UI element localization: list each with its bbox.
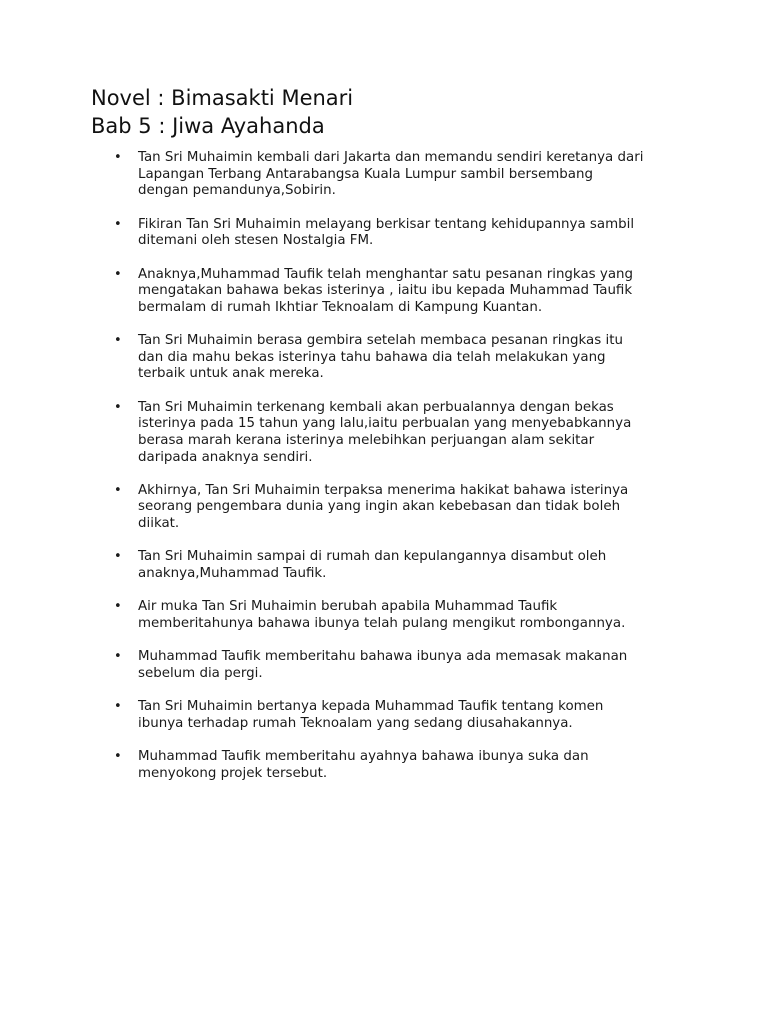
document-title-block [91,84,711,140]
bullet-item [0,699,768,732]
bullet-dot-icon: • [114,649,122,665]
bullet-item [0,333,768,383]
bullet-text-line: bermalam di rumah Ikhtiar Teknoalam di Kampung Kuantan. [138,299,543,315]
bullet-text [138,217,708,250]
bullet-text-line: Fikiran Tan Sri Muhaimin melayang berkisar tentang kehidupannya sambil [138,216,635,232]
bullet-text-line: sebelum dia pergi. [138,666,263,682]
bullet-text-line: anaknya,Muhammad Taufik. [138,566,327,582]
bullet-text [138,150,708,200]
bullet-text-line: Tan Sri Muhaimin kembali dari Jakarta dan memandu sendiri keretanya dari [138,150,644,165]
novel-title: Novel : Bimasakti Menari [91,86,354,110]
bullet-text-line: seorang pengembara dunia yang ingin akan kebebasan dan tidak boleh [138,499,621,515]
bullet-text [138,649,708,682]
bullet-text [138,483,708,533]
bullet-text-line: menyokong projek tersebut. [138,766,328,781]
bullet-text-line: Lapangan Terbang Antarabangsa Kuala Lumpur sambil bersembang [138,166,593,182]
bullet-item [0,217,768,250]
bullet-text-line: Tan Sri Muhaimin terkenang kembali akan perbualannya dengan bekas [138,399,614,415]
bullet-text-line: Muhammad Taufik memberitahu bahawa ibunya ada memasak makanan [138,649,628,665]
bullet-dot-icon: • [114,216,122,232]
bullet-text-line: memberitahunya bahawa ibunya telah pulang mengikut rombongannya. [138,616,626,632]
bullet-text [138,699,708,732]
bullet-item [0,599,768,632]
bullet-dot-icon: • [114,549,122,565]
bullet-text-line: mengatakan bahawa bekas isterinya , iaitu ibu kepada Muhammad Taufik [138,283,633,299]
bullet-item [0,749,768,782]
bullet-text-line: Anaknya,Muhammad Taufik telah menghantar satu pesanan ringkas yang [138,266,634,282]
bullet-item [0,150,768,200]
bullet-text-line: ibunya terhadap rumah Teknoalam yang sedang diusahakannya. [138,716,573,732]
bullet-text-line: Akhirnya, Tan Sri Muhaimin terpaksa menerima hakikat bahawa isterinya [138,482,629,498]
bullet-dot-icon: • [114,482,122,498]
bullet-text-line: berasa marah kerana isterinya melebihkan perjuangan alam sekitar [138,432,595,448]
bullet-text-line: terbaik untuk anak mereka. [138,366,324,382]
bullet-text-line: Tan Sri Muhaimin bertanya kepada Muhammad Taufik tentang komen [138,699,604,715]
bullet-text-line: diikat. [138,516,180,532]
bullet-text [138,333,708,383]
bullet-text-line: ditemani oleh stesen Nostalgia FM. [138,233,374,249]
chapter-title: Bab 5 : Jiwa Ayahanda [91,114,325,138]
bullet-dot-icon: • [114,599,122,615]
bullet-text-line: daripada anaknya sendiri. [138,449,313,465]
bullet-text-line: dengan pemandunya,Sobirin. [138,183,336,199]
bullet-text-line: dan dia mahu bekas isterinya tahu bahawa dia telah melakukan yang [138,349,606,365]
bullet-item [0,649,768,682]
bullet-item [0,483,768,533]
bullet-text [138,749,708,782]
bullet-text-line: Tan Sri Muhaimin sampai di rumah dan kepulangannya disambut oleh [138,549,607,565]
bullet-item [0,549,768,582]
bullet-text [138,549,708,582]
bullet-text-line: Muhammad Taufik memberitahu ayahnya bahawa ibunya suka dan [138,749,589,765]
bullet-text [138,599,708,632]
bullet-dot-icon: • [114,333,122,349]
bullet-text-line: isterinya pada 15 tahun yang lalu,iaitu perbualan yang menyebabkannya [138,416,632,432]
bullet-item [0,267,768,317]
summary-bullet-list [0,150,768,799]
bullet-text-line: Air muka Tan Sri Muhaimin berubah apabila Muhammad Taufik [138,599,558,615]
bullet-text [138,267,708,317]
bullet-text [138,400,708,466]
bullet-dot-icon: • [114,150,122,165]
bullet-dot-icon: • [114,266,122,282]
bullet-dot-icon: • [114,399,122,415]
bullet-item [0,400,768,466]
bullet-dot-icon: • [114,699,122,715]
bullet-dot-icon: • [114,749,122,765]
bullet-text-line: Tan Sri Muhaimin berasa gembira setelah membaca pesanan ringkas itu [138,333,623,349]
